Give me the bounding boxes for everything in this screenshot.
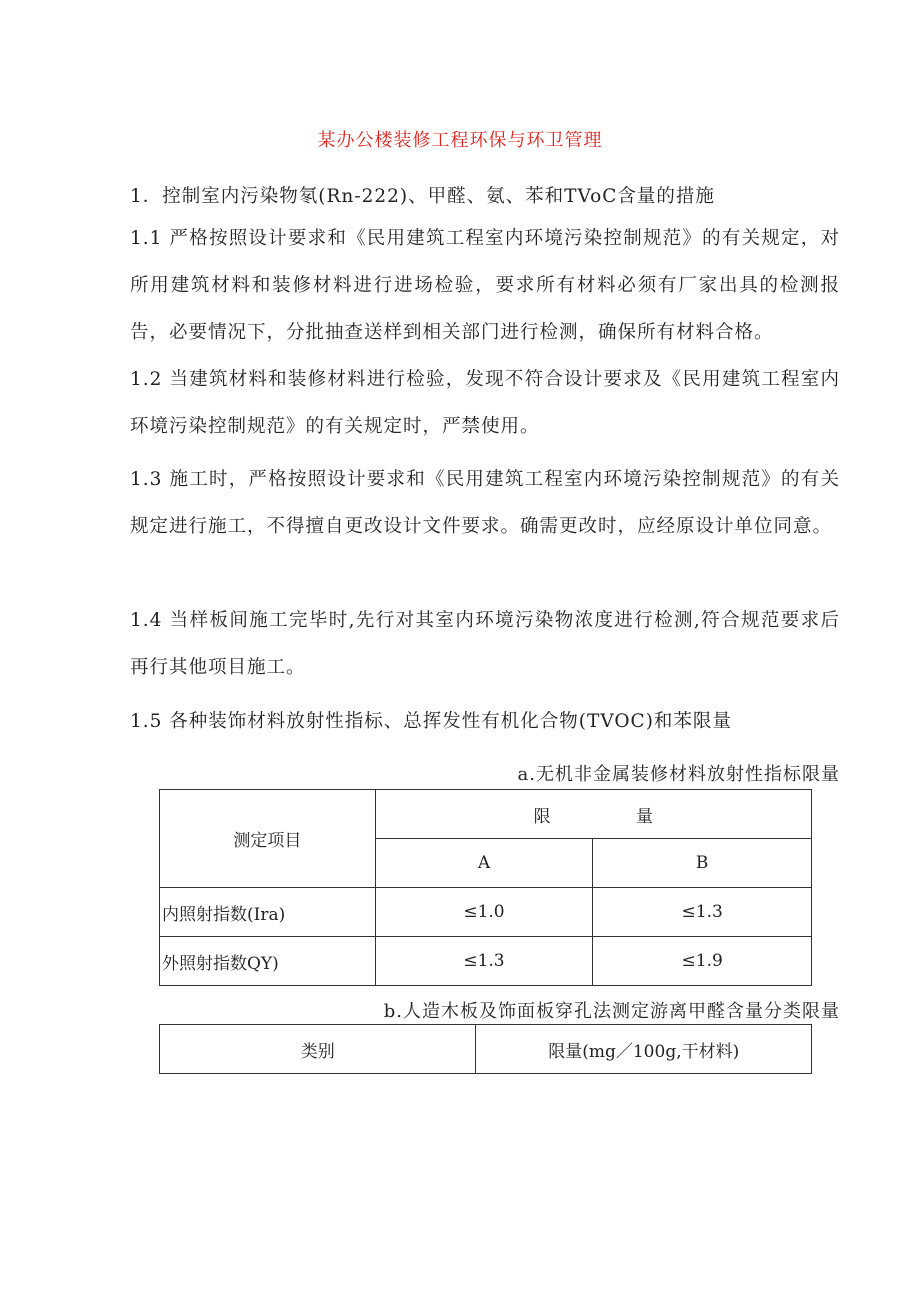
table-a-header-a: A <box>375 839 593 888</box>
table-row <box>160 937 812 986</box>
paragraph-1-3: 1.3 施工时，严格按照设计要求和《民用建筑工程室内环境污染控制规范》的有关规定进行施工，不得擅自更改设计文件要求。确需更改时，应经原设计单位同意。 <box>130 469 840 537</box>
table-b-header-limit: 限量(mg／100g,干材料) <box>476 1025 812 1074</box>
paragraph-1-4: 1.4 当样板间施工完毕时,先行对其室内环境污染物浓度进行检测,符合规范要求后再行其他项目施工。 <box>130 610 840 678</box>
paragraph-1-5: 1.5 各种装饰材料放射性指标、总挥发性有机化合物(TVOC)和苯限量 <box>130 711 732 732</box>
radioactivity-limit-table <box>159 789 812 986</box>
section-heading-1: 1．控制室内污染物氡(Rn-222)、甲醛、氨、苯和TVoC含量的措施 <box>130 186 715 207</box>
paragraph-1-1: 1.1 严格按照设计要求和《民用建筑工程室内环境污染控制规范》的有关规定，对所用建筑材料和装修材料进行进场检验，要求所有材料必须有厂家出具的检测报告，必要情况下，分批抽查送样到相关部门进行检测，确保所有材料合格。 <box>130 228 840 343</box>
table-b-header-category: 类别 <box>160 1025 476 1074</box>
table-a-row-label: 外照射指数QY) <box>160 937 376 986</box>
table-a-caption: a.无机非金属装修材料放射性指标限量 <box>517 764 840 785</box>
table-a-row-value-b: ≤1.3 <box>593 888 812 937</box>
formaldehyde-limit-table <box>159 1024 812 1074</box>
table-a-header-b: B <box>593 839 812 888</box>
document-title: 某办公楼装修工程环保与环卫管理 <box>317 130 603 151</box>
table-a-row-label: 内照射指数(Ira) <box>160 888 376 937</box>
table-b-caption: b.人造木板及饰面板穿孔法测定游离甲醛含量分类限量 <box>383 1001 840 1022</box>
table-a-row-value-b: ≤1.9 <box>593 937 812 986</box>
table-a-header-limit: 限 量 <box>375 790 811 839</box>
table-row <box>160 888 812 937</box>
table-a-row-value-a: ≤1.3 <box>375 937 593 986</box>
table-a-row-value-a: ≤1.0 <box>375 888 593 937</box>
paragraph-1-2: 1.2 当建筑材料和装修材料进行检验，发现不符合设计要求及《民用建筑工程室内环境污染控制规范》的有关规定时，严禁使用。 <box>130 369 840 437</box>
table-a-header-item: 测定项目 <box>160 790 376 888</box>
